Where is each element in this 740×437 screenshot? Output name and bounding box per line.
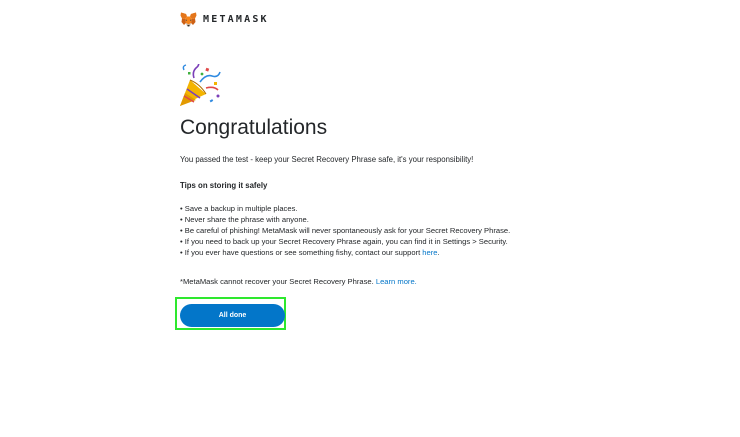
party-popper-icon (176, 64, 224, 108)
support-link[interactable]: here (422, 247, 438, 257)
tip-item: • Save a backup in multiple places. (180, 204, 510, 215)
header (180, 10, 269, 28)
tip-support-text: If you ever have questions or see something fishy, contact our support (184, 247, 423, 257)
logo-wordmark: METAMASK (203, 13, 269, 25)
disclaimer (180, 277, 417, 286)
tip-item-support (180, 248, 510, 259)
all-done-button[interactable]: All done (180, 304, 285, 327)
disclaimer-text: *MetaMask cannot recover your Secret Recovery Phrase. (180, 277, 376, 286)
tip-item: • Never share the phrase with anyone. (180, 215, 510, 226)
intro-text: You passed the test - keep your Secret Recovery Phrase safe, it's your responsibility! (180, 155, 474, 164)
tip-support-end: . (437, 247, 440, 257)
tip-item: • Be careful of phishing! MetaMask will never spontaneously ask for your Secret Recovery Phrase. (180, 226, 510, 237)
tips-heading: Tips on storing it safely (180, 181, 268, 190)
learn-more-link[interactable]: Learn more. (375, 277, 417, 286)
page-title: Congratulations (180, 116, 328, 139)
tip-item: • If you need to back up your Secret Recovery Phrase again, you can find it in Settings > Security. (180, 237, 510, 248)
tips-list (180, 204, 510, 259)
metamask-fox-icon (180, 12, 197, 27)
